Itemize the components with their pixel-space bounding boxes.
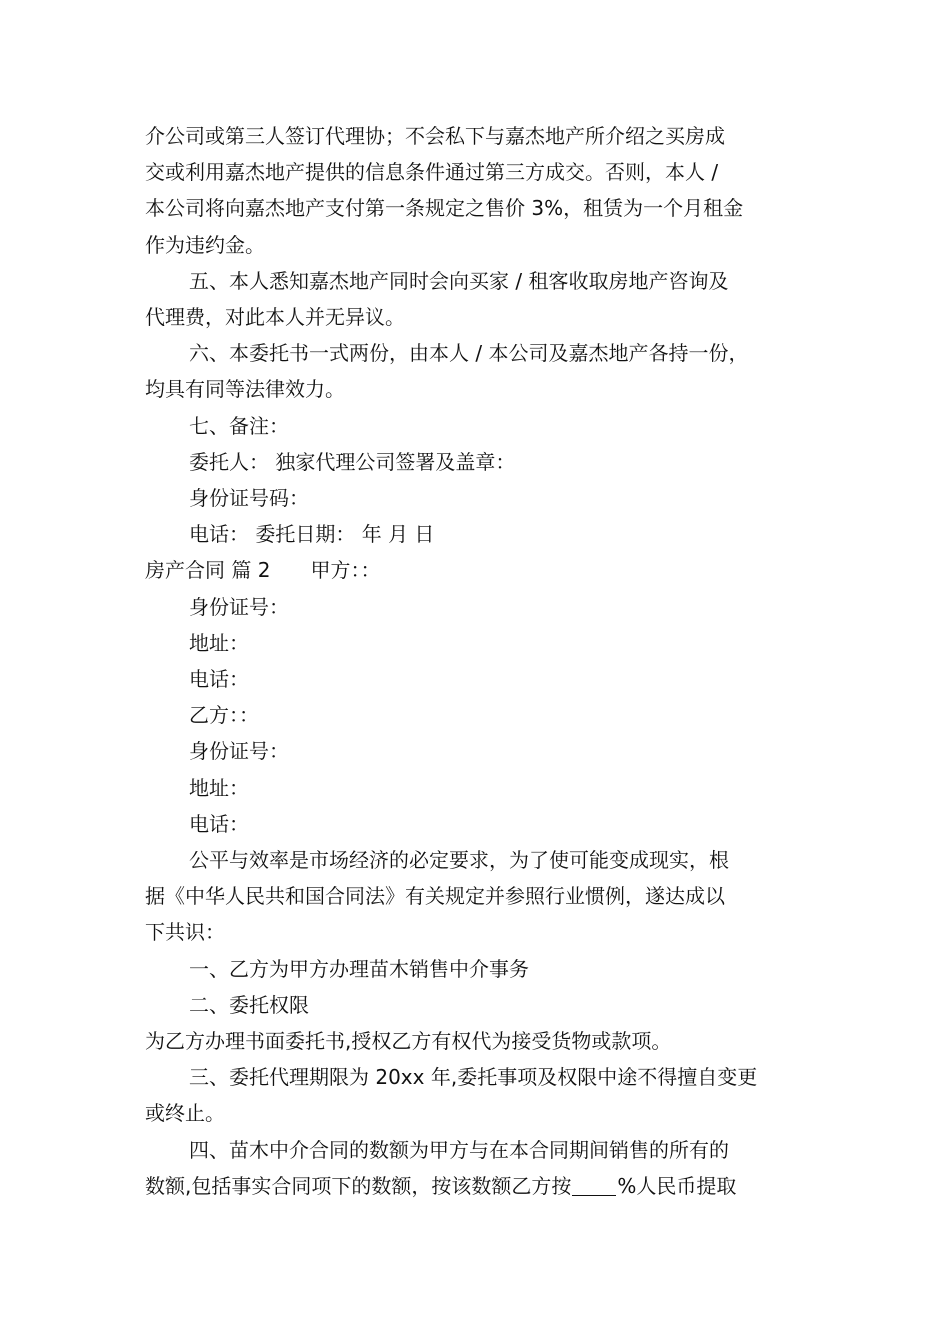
party-a-phone-line: 电话： (189, 667, 249, 692)
paragraph-line: 公平与效率是市场经济的必定要求，为了使可能变成现实，根 (189, 848, 729, 873)
party-b-label: 乙方：： (189, 703, 259, 728)
party-a-address-line: 地址： (189, 630, 249, 655)
paragraph-line: 介公司或第三人签订代理协；不会私下与嘉杰地产所介绍之买房成 (145, 124, 725, 148)
party-b-id-line: 身份证号： (189, 739, 289, 764)
document-page (145, 118, 825, 1204)
paragraph-line: 均具有同等法律效力。 (145, 377, 345, 402)
paragraph-line: 或终止。 (145, 1101, 225, 1126)
paragraph-line: 下共识： (145, 920, 225, 945)
line-text: %人民币提取 (617, 1173, 737, 1198)
line-text: 数额,包括事实合同项下的数额，按该数额乙方按 (145, 1173, 572, 1198)
phone-date-line: 电话： 委托日期： 年 月 日 (189, 522, 435, 547)
paragraph-line: 交或利用嘉杰地产提供的信息条件通过第三方成交。否则，本人 / (145, 160, 719, 185)
paragraph-line: 六、本委托书一式两份，由本人 / 本公司及嘉杰地产各持一份， (189, 341, 749, 366)
remarks-heading: 七、备注： (189, 413, 289, 438)
clause-line: 一、乙方为甲方办理苗木销售中介事务 (189, 956, 529, 981)
party-a-id-line: 身份证号： (189, 594, 289, 619)
party-a-label: 甲方：： (310, 558, 381, 583)
clause-line: 三、委托代理期限为 20xx 年,委托事项及权限中途不得擅自变更 (189, 1065, 758, 1090)
paragraph-line (145, 1168, 825, 1204)
party-b-phone-line: 电话： (189, 811, 249, 836)
paragraph-line: 代理费，对此本人并无异议。 (145, 305, 405, 330)
section-title: 房产合同 篇 2 (145, 558, 271, 583)
signatory-line: 委托人： 独家代理公司签署及盖章： (189, 449, 516, 474)
section-heading-line (145, 552, 825, 588)
paragraph-line: 据《中华人民共和国合同法》有关规定并参照行业惯例，遂达成以 (145, 884, 725, 909)
paragraph-line: 作为违约金。 (145, 232, 265, 257)
id-number-line: 身份证号码： (189, 486, 309, 511)
clause-line: 二、委托权限 (189, 992, 309, 1017)
party-b-address-line: 地址： (189, 775, 249, 800)
paragraph-line: 五、本人悉知嘉杰地产同时会向买家 / 租客收取房地产咨询及 (189, 268, 729, 293)
clause-line: 四、苗木中介合同的数额为甲方与在本合同期间销售的所有的 (189, 1137, 729, 1162)
fill-in-blank (572, 1173, 616, 1196)
paragraph-line: 为乙方办理书面委托书,授权乙方有权代为接受货物或款项。 (145, 1029, 672, 1054)
paragraph-line: 本公司将向嘉杰地产支付第一条规定之售价 3%，租赁为一个月租金 (145, 196, 744, 221)
